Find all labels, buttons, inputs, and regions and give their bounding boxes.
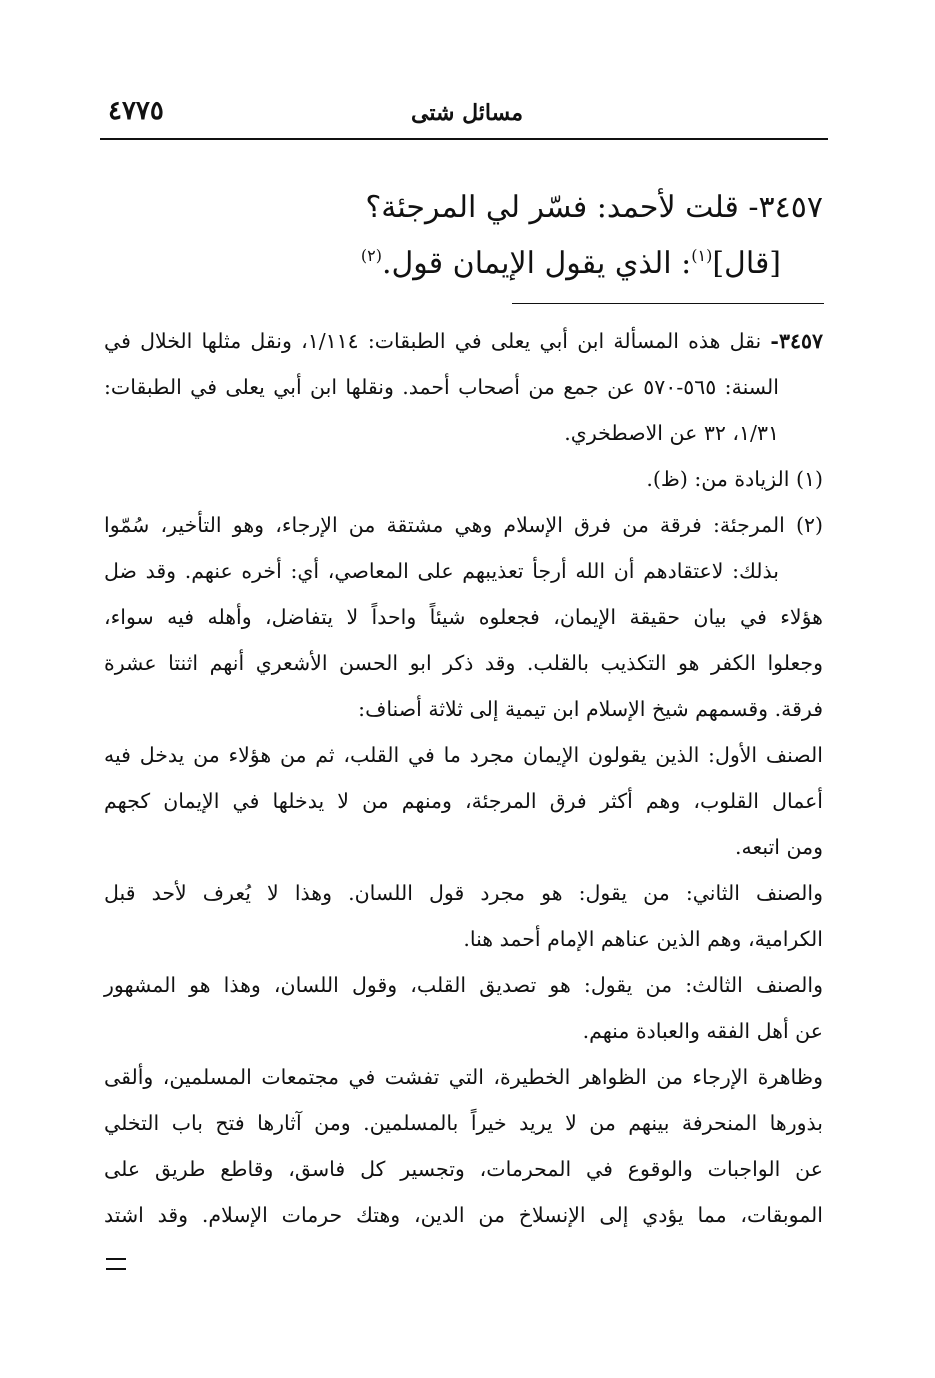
answer-line bbox=[123, 236, 823, 292]
paragraph-line: عن الواجبات والوقوع في المحرمات، وتجسير كل فاسق، وقاطع طريق على bbox=[104, 1157, 823, 1181]
category-1-line: ومن اتبعه. bbox=[735, 835, 823, 859]
paragraph-line: الموبقات، مما يؤدي إلى الإنسلاخ من الدين، وهتك حرمات الإسلام. وقد اشتد bbox=[104, 1203, 823, 1227]
running-title: مسائل شتى bbox=[411, 100, 523, 126]
footnotes bbox=[104, 318, 823, 1238]
page-header bbox=[108, 92, 826, 132]
note-line: ١/٣١، ٣٢ عن الاصطخري. bbox=[564, 421, 779, 445]
continuation-mark bbox=[106, 1258, 126, 1270]
question-number: ٣٤٥٧- bbox=[748, 190, 823, 225]
footnote-ref-2[interactable]: (٢) bbox=[360, 246, 382, 265]
paragraph-line: وظاهرة الإرجاء من الظواهر الخطيرة، التي تفشت في مجتمعات المسلمين، وألقى bbox=[104, 1065, 823, 1089]
main-text bbox=[123, 180, 823, 292]
category-3-line: والصنف الثالث: من يقول: هو تصديق القلب، وقول اللسان، وهذا هو المشهور bbox=[104, 973, 823, 997]
question-text: قلت لأحمد: فسّر لي المرجئة؟ bbox=[365, 190, 739, 225]
paragraph-line: بذورها المنحرفة بينهم من لا يريد خيراً بالمسلمين. ومن آثارها فتح باب التخلي bbox=[104, 1111, 823, 1135]
footnote-1: (١) الزيادة من: (ظ). bbox=[646, 467, 823, 491]
footnote-2-line: هؤلاء في بيان حقيقة الإيمان، فجعلوه شيئاً واحداً لا يتفاضل، وأهله فيه سواء، bbox=[104, 605, 823, 629]
category-1-line: الصنف الأول: الذين يقولون الإيمان مجرد ما في القلب، ثم من هؤلاء من يدخل فيه bbox=[104, 743, 823, 767]
category-1-line: أعمال القلوب، وهم أكثر فرق المرجئة، ومنهم من لا يدخلها في الإيمان كجهم bbox=[104, 789, 823, 813]
answer-text: : الذي يقول الإيمان قول. bbox=[381, 246, 692, 281]
footnote-2-line: (٢) المرجئة: فرقة من فرق الإسلام وهي مشتقة من الإرجاء، وهو التأخير، سُمّوا bbox=[104, 513, 823, 537]
category-2-line: الكرامية، وهم الذين عناهم الإمام أحمد هنا. bbox=[463, 927, 823, 951]
footnote-ref-1[interactable]: (١) bbox=[691, 246, 713, 265]
page-number: ٤٧٧٥ bbox=[108, 96, 164, 126]
note-number: ٣٤٥٧- bbox=[770, 329, 823, 353]
footnote-rule bbox=[512, 303, 824, 304]
footnote-2-line: بذلك: لاعتقادهم أن الله أرجأ تعذيبهم على المعاصي، أي: أخره عنهم. وقد ضل bbox=[104, 559, 779, 583]
note-line bbox=[104, 318, 823, 364]
footnote-2-line: فرقة. وقسمهم شيخ الإسلام ابن تيمية إلى ثلاثة أصناف: bbox=[358, 697, 823, 721]
note-line: السنة: ٥٦٥-٥٧٠ عن جمع من أصحاب أحمد. ونقلها ابن أبي يعلى في الطبقات: bbox=[104, 375, 779, 399]
question-line bbox=[123, 180, 823, 236]
footnote-2-line: وجعلوا الكفر هو التكذيب بالقلب. وقد ذكر ابو الحسن الأشعري أنهم اثنتا عشرة bbox=[104, 651, 823, 675]
note-text: نقل هذه المسألة ابن أبي يعلى في الطبقات: ١/١١٤، ونقل مثلها الخلال في bbox=[104, 329, 762, 353]
header-rule bbox=[100, 138, 828, 140]
category-2-line: والصنف الثاني: من يقول: هو مجرد قول اللسان. وهذا لا يُعرف لأحد قبل bbox=[104, 881, 823, 905]
category-3-line: عن أهل الفقه والعبادة منهم. bbox=[582, 1019, 823, 1043]
answer-bracket: [قال] bbox=[712, 246, 781, 281]
